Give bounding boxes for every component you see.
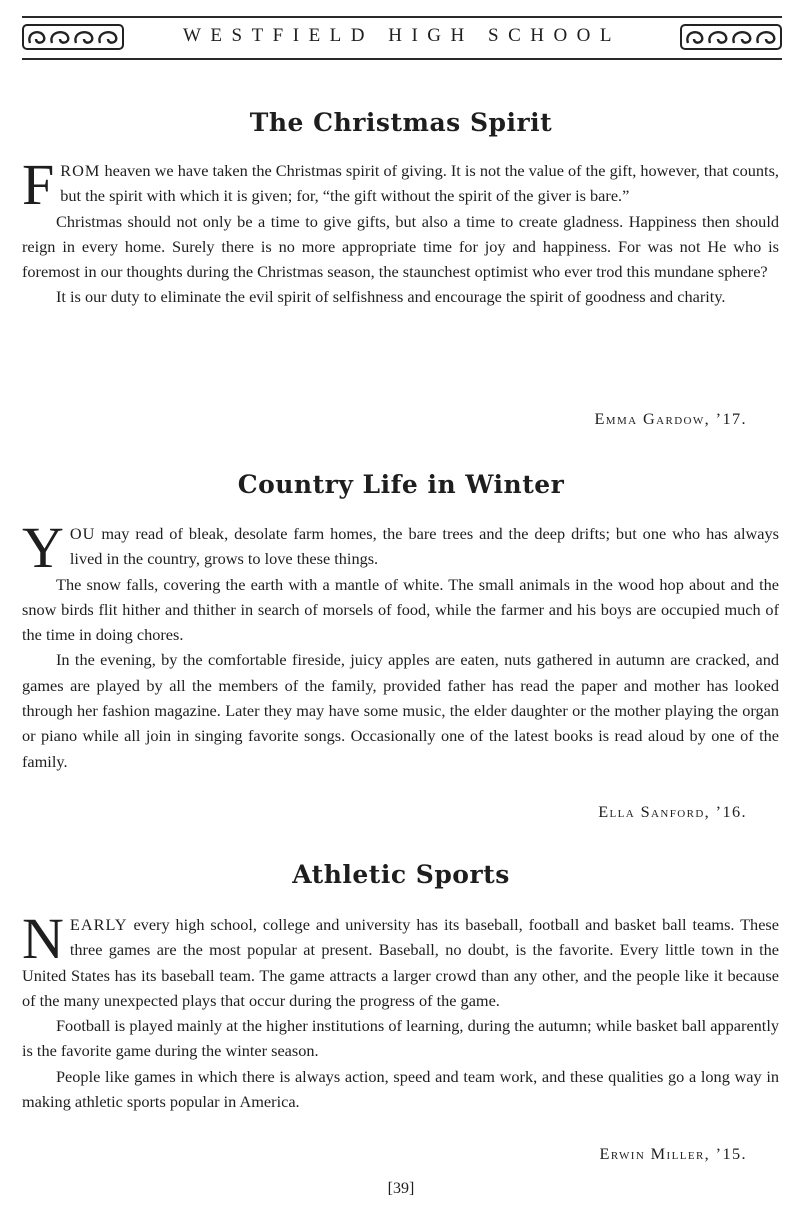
article-paragraph: The snow falls, covering the earth with a mantle of white. The small animals in the wood hop about and the snow birds flit hither and thither in search of morsels of food, while the farmer and his boys are occupied much of the time in doing chores. (22, 574, 779, 645)
scroll-ornament-icon (22, 23, 124, 51)
article-title: Country Life in Winter (237, 470, 565, 499)
page-header (22, 16, 782, 60)
paragraph-text: may read of bleak, desolate farm homes, the bare trees and the deep drifts; but one who has always lived in the country, grows to love these things. (69, 524, 779, 569)
paragraph-text: heaven we have taken the Christmas spirit of giving. It is not the value of the gift, however, that counts, but the spirit with which it is given; for, “the gift without the spirit of the giver is bare.” (60, 161, 779, 206)
author-signature: Emma Gardow, ’17. (594, 409, 747, 428)
article-paragraph (22, 906, 779, 1013)
article-title: Athletic Sports (292, 860, 510, 889)
article-body (22, 515, 779, 774)
article-paragraph (22, 515, 779, 580)
article-paragraph: People like games in which there is always action, speed and team work, and these qualities go a long way in making athletic sports popular in America. (22, 1066, 779, 1112)
drop-cap: N (22, 906, 64, 971)
page-number: [39] (387, 1180, 415, 1197)
article-paragraph: It is our duty to eliminate the evil spirit of selfishness and encourage the spirit of goodness and charity. (56, 287, 726, 307)
author-signature: Erwin Miller, ’15. (599, 1144, 747, 1163)
scroll-ornament-icon (680, 23, 782, 51)
lead-word: OU (69, 524, 96, 543)
article-body (22, 152, 779, 310)
article-body (22, 906, 779, 1114)
drop-cap: Y (22, 515, 64, 580)
lead-word: EARLY (69, 915, 128, 934)
lead-word: ROM (60, 161, 101, 180)
page-header-title: WESTFIELD HIGH SCHOOL (182, 25, 622, 46)
article-paragraph: Christmas should not only be a time to give gifts, but also a time to create gladness. Happiness then should reign in every home. Surely there is no more appropriate time for joy and happiness. For was not He who is foremost in our thoughts during the Christmas season, the staunchest optimist who ever trod this mundane sphere? (22, 211, 779, 282)
article-paragraph (22, 152, 779, 217)
article-paragraph: Football is played mainly at the higher institutions of learning, during the autumn; while basket ball apparently is the favorite game during the winter season. (22, 1016, 779, 1061)
article-title: The Christmas Spirit (249, 108, 553, 137)
article-paragraph: In the evening, by the comfortable fireside, juicy apples are eaten, nuts gathered in autumn are cracked, and games are played by all the members of the family, provided father has read the paper and mother has looked through her fashion magazine. Later they may have some music, the elder daughter or the mother playing the organ or piano while all join in singing favorite songs. Occasionally one of the latest books is read aloud by one of the family. (22, 650, 779, 771)
paragraph-text: every high school, college and university has its baseball, football and basket ball teams. These three games are the most popular at present. Baseball, no doubt, is the favorite. Every little town in the United States has its baseball team. The game attracts a larger crowd than any other, and the people like it because of the many unexpected plays that occur during the progress of the game. (22, 915, 779, 1010)
author-signature: Ella Sanford, ’16. (598, 802, 747, 821)
drop-cap: F (22, 152, 55, 217)
